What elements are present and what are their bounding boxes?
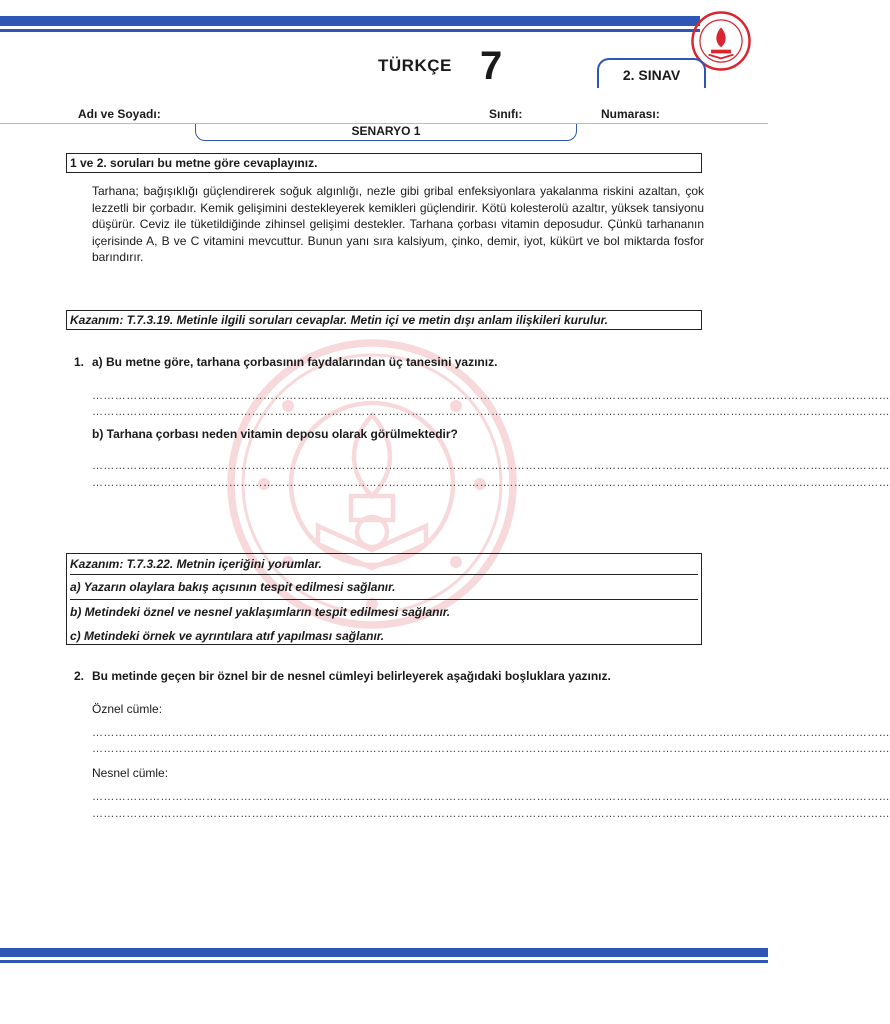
instruction-box: 1 ve 2. soruları bu metne göre cevaplayınız. xyxy=(66,153,702,173)
answer-line[interactable]: ………………………………………………………………………………………………………………………………………………………………………………………… xyxy=(92,791,890,803)
answer-line[interactable]: ………………………………………………………………………………………………………………………………………………………………………………………… xyxy=(92,808,890,820)
outcome-box-1: Kazanım: T.7.3.19. Metinle ilgili soruları cevaplar. Metin içi ve metin dışı anlam ilişkileri kurulur. xyxy=(66,310,702,330)
name-label: Adı ve Soyadı: xyxy=(78,107,161,121)
question-1b-text: b) Tarhana çorbası neden vitamin deposu olarak görülmektedir? xyxy=(92,427,458,441)
number-label: Numarası: xyxy=(601,107,660,121)
outcome-box-2 xyxy=(66,553,702,645)
outcome-2-item: a) Yazarın olaylara bakış açısının tespit edilmesi sağlanır. xyxy=(70,574,698,599)
answer-line[interactable]: ………………………………………………………………………………………………………………………………………………………………………………………… xyxy=(92,727,890,739)
answer-line[interactable]: ………………………………………………………………………………………………………………………………………………………………………………………… xyxy=(92,406,890,418)
answer-line[interactable]: ………………………………………………………………………………………………………………………………………………………………………………………… xyxy=(92,477,890,489)
question-1-number: 1. xyxy=(74,355,85,369)
outcome-2-title: Kazanım: T.7.3.22. Metnin içeriğini yorumlar. xyxy=(70,557,322,571)
class-label: Sınıfı: xyxy=(489,107,523,121)
outcome-2-item: c) Metindeki örnek ve ayrıntılara atıf yapılması sağlanır. xyxy=(70,629,385,643)
answer-line[interactable]: ………………………………………………………………………………………………………………………………………………………………………………………… xyxy=(92,390,890,402)
scenario-label: SENARYO 1 xyxy=(195,124,577,141)
subjective-sentence-label: Öznel cümle: xyxy=(92,702,163,716)
question-2-text: Bu metinde geçen bir öznel bir de nesnel cümleyi belirleyerek aşağıdaki boşluklara yazınız. xyxy=(92,669,611,683)
reading-passage: Tarhana; bağışıklığı güçlendirerek soğuk algınlığı, nezle gibi gribal enfeksiyonlara yakalanma riskini azaltan, çok lezzetli bir çorbadır. Kemik gelişimini destekleyerek kemikleri güçlendirir. Kötü kolesterolü azaltır, yüksek tansiyonu düşürür. Ceviz ile tüketildiğinde zihinsel gelişimi destekler. Tarhana çorbası vitamin deposudur. Çünkü tarhananın içerisinde A, B ve C vitamini mevcuttur. Bunun yanı sıra kalsiyum, çinko, demir, iyot, kükürt ve bol miktarda fosfor barındırır. xyxy=(92,184,704,265)
bottom-stripe xyxy=(0,948,768,957)
answer-line[interactable]: ………………………………………………………………………………………………………………………………………………………………………………………… xyxy=(92,743,890,755)
top-stripe-thin xyxy=(0,29,700,32)
outcome-2-item: b) Metindeki öznel ve nesnel yaklaşımların tespit edilmesi sağlanır. xyxy=(70,599,698,624)
subject-title: TÜRKÇE xyxy=(378,56,452,75)
exam-label-tab: 2. SINAV xyxy=(597,58,706,88)
top-stripe xyxy=(0,16,700,26)
answer-line[interactable]: ………………………………………………………………………………………………………………………………………………………………………………………… xyxy=(92,460,890,472)
question-1a-text: a) Bu metne göre, tarhana çorbasının faydalarından üç tanesini yazınız. xyxy=(92,355,498,369)
objective-sentence-label: Nesnel cümle: xyxy=(92,766,169,780)
bottom-stripe-thin xyxy=(0,960,768,963)
grade-number: 7 xyxy=(480,44,503,88)
question-2-number: 2. xyxy=(74,669,85,683)
